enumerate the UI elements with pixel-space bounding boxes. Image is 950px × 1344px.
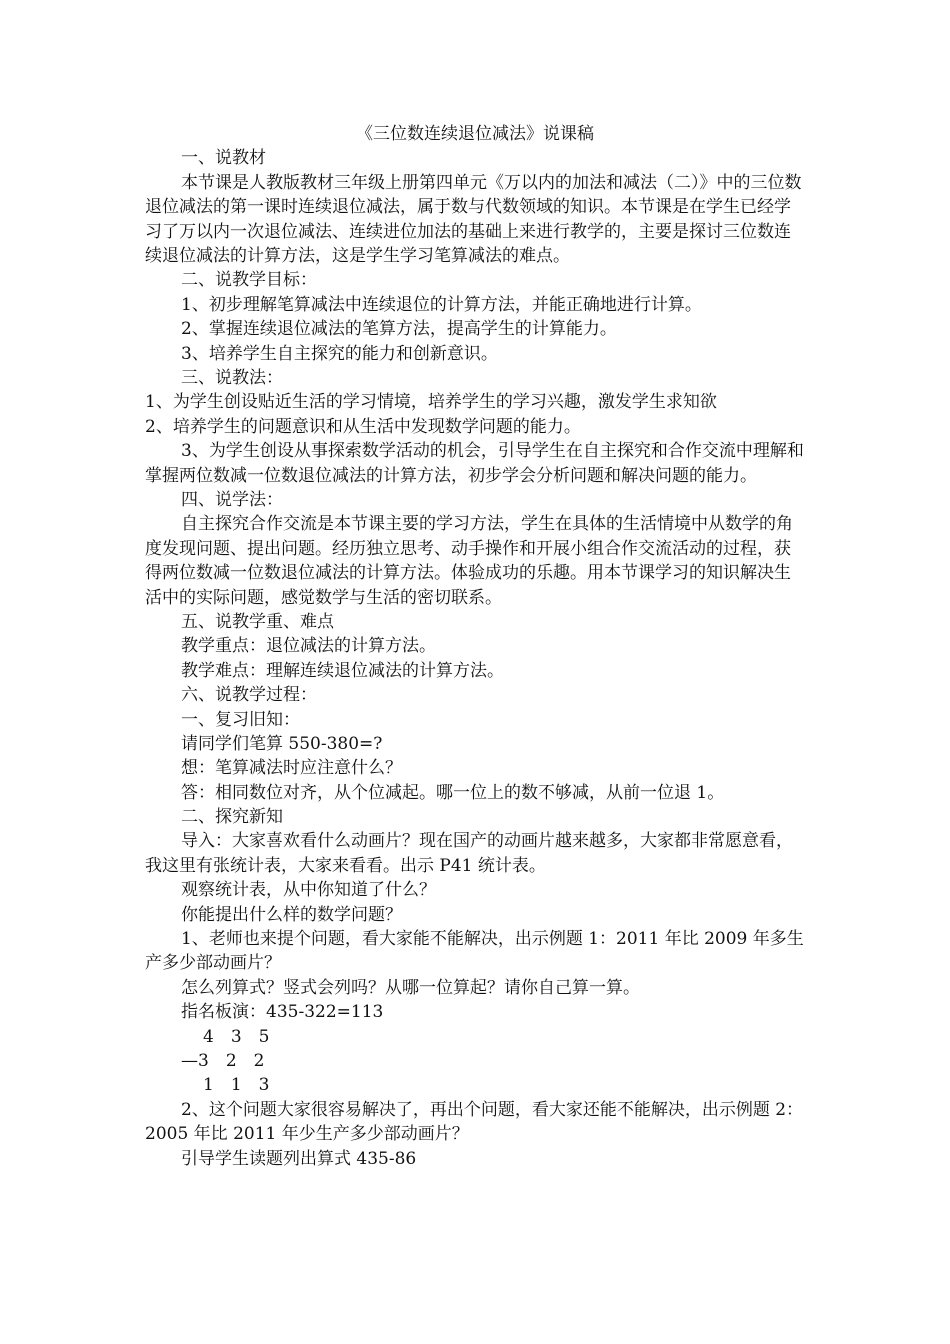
review-question: 请同学们笔算 550-380=? — [181, 733, 383, 754]
section-heading: 五、说教学重、难点 — [181, 611, 334, 632]
vertical-calc-row: 4 3 5 — [203, 1026, 270, 1047]
text-line: 观察统计表，从中你知道了什么？ — [181, 880, 436, 901]
key-point: 教学重点：退位减法的计算方法。 — [181, 636, 436, 657]
goal-item: 1、初步理解笔算减法中连续退位的计算方法，并能正确地进行计算。 — [181, 294, 702, 315]
text-line: 引导学生读题列出算式 435-86 — [181, 1148, 417, 1169]
document-body — [145, 122, 805, 1171]
vertical-calc-row: 1 1 3 — [203, 1075, 270, 1096]
section-heading: 一、说教材 — [181, 148, 266, 169]
document-title: 《三位数连续退位减法》说课稿 — [356, 124, 594, 144]
paragraph: 本节课是人教版教材三年级上册第四单元《万以内的加法和减法（二）》中的三位数退位减法的第一课时连续退位减法，属于数与代数领域的知识。本节课是在学生已经学习了万以内一次退位减法、连续进位加法的基础上来进行教学的，主要是探讨三位数连续退位减法的计算方法，这是学生学习笔算减法的难点。 — [145, 172, 802, 266]
method-item: 1、为学生创设贴近生活的学习情境，培养学生的学习兴趣，激发学生求知欲 — [145, 392, 717, 413]
paragraph: 1、老师也来提个问题，看大家能不能解决，出示例题 1：2011 年比 2009 年多生产多少部动画片？ — [145, 929, 804, 974]
review-think: 想：笔算减法时应注意什么？ — [181, 758, 402, 779]
difficult-point: 教学难点：理解连续退位减法的计算方法。 — [181, 660, 504, 681]
section-heading: 六、说教学过程： — [181, 685, 317, 706]
section-heading: 三、说教法： — [181, 367, 283, 388]
text-line: 指名板演：435-322=113 — [181, 1002, 384, 1023]
paragraph: 导入：大家喜欢看什么动画片？现在国产的动画片越来越多，大家都非常愿意看，我这里有张统计表，大家来看看。出示 P41 统计表。 — [145, 831, 793, 876]
review-answer: 答：相同数位对齐，从个位减起。哪一位上的数不够减，从前一位退 1。 — [181, 782, 725, 803]
text-line: 你能提出什么样的数学问题？ — [181, 904, 402, 925]
vertical-calc-row: —3 2 2 — [181, 1051, 265, 1072]
method-item: 3、为学生创设从事探索数学活动的机会，引导学生在自主探究和合作交流中理解和掌握两位数减一位数退位减法的计算方法，初步学会分析问题和解决问题的能力。 — [145, 441, 804, 486]
paragraph: 自主探究合作交流是本节课主要的学习方法，学生在具体的生活情境中从数学的角度发现问题、提出问题。经历独立思考、动手操作和开展小组合作交流活动的过程，获得两位数减一位数退位减法的计算方法。体验成功的乐趣。用本节课学习的知识解决生活中的实际问题，感觉数学与生活的密切联系。 — [145, 514, 793, 608]
paragraph: 2、这个问题大家很容易解决了，再出个问题，看大家还能不能解决，出示例题 2：2005 年比 2011 年少生产多少部动画片？ — [145, 1099, 804, 1145]
subsection-heading: 一、复习旧知： — [181, 709, 300, 730]
subsection-heading: 二、探究新知 — [181, 807, 283, 828]
section-heading: 二、说教学目标： — [181, 270, 317, 291]
goal-item: 3、培养学生自主探究的能力和创新意识。 — [181, 343, 498, 364]
method-item: 2、培养学生的问题意识和从生活中发现数学问题的能力。 — [145, 416, 581, 437]
goal-item: 2、掌握连续退位减法的笔算方法，提高学生的计算能力。 — [181, 319, 617, 340]
section-heading: 四、说学法： — [181, 489, 283, 510]
text-line: 怎么列算式？竖式会列吗？从哪一位算起？请你自己算一算。 — [181, 977, 640, 998]
